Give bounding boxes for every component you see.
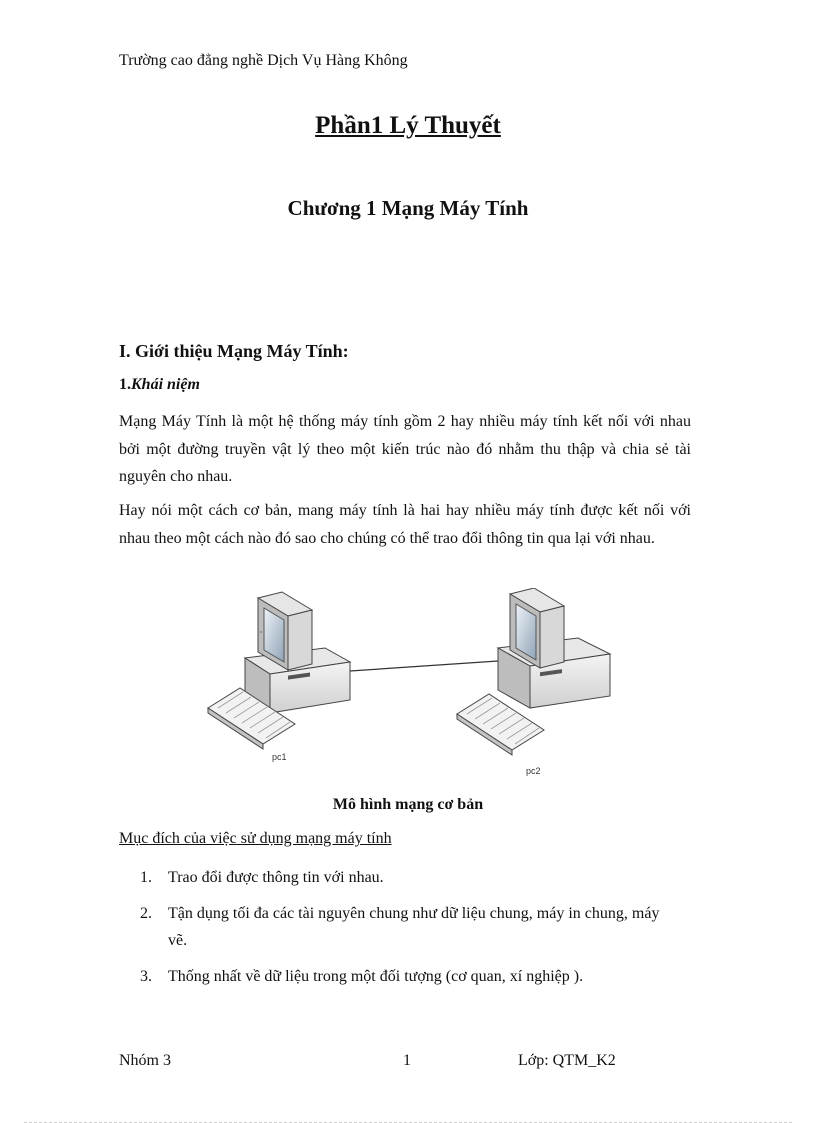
network-diagram [200,588,620,783]
subsection-heading [119,376,200,394]
paragraph-explanation: Hay nói một cách cơ bản, mang máy tính là hai hay nhiều máy tính được kết nối với nhau theo một cách nào đó sao cho chúng có thể trao đổi thông tin qua lại với nhau. [119,502,691,547]
list-item-number: 3. [140,968,152,985]
list-item-text: Tận dụng tối đa các tài nguyên chung như dữ liệu chung, máy in chung, máy vẽ. [168,905,660,949]
pc1-computer-icon [208,592,350,749]
list-item [140,963,680,990]
list-item-number: 2. [140,905,152,922]
pc2-label: pc2 [526,766,541,776]
subsection-number: 1. [119,376,131,393]
pc1-label: pc1 [272,752,287,762]
section-title: I. Giới thiệu Mạng Máy Tính: [119,341,349,361]
chapter-title: Chương 1 Mạng Máy Tính [287,196,529,220]
page-number: 1 [403,1052,411,1069]
paragraph-definition: Mạng Máy Tính là một hệ thống máy tính gồm 2 hay nhiều máy tính kết nối với nhau bởi một đường truyền vật lý theo một kiến trúc nào đó nhằm thu thập và chia sẻ tài nguyên cho nhau. [119,413,691,485]
list-item [140,900,680,954]
network-cable [350,661,498,671]
purpose-list [140,864,680,999]
part-title: Phần1 Lý Thuyết [315,112,501,139]
list-item-text: Trao đổi được thông tin với nhau. [168,869,384,886]
figure-caption: Mô hình mạng cơ bản [332,796,484,813]
list-item-number: 1. [140,869,152,886]
footer-class: Lớp: QTM_K2 [518,1052,616,1069]
document-header: Trường cao đẳng nghề Dịch Vụ Hàng Không [119,52,408,69]
footer-group: Nhóm 3 [119,1052,171,1069]
purpose-heading: Mục đích của việc sử dụng mạng máy tính [119,830,392,847]
list-item [140,864,680,891]
list-item-text: Thống nhất về dữ liệu trong một đối tượng (cơ quan, xí nghiệp ). [168,968,584,985]
subsection-label: Khái niệm [131,376,200,393]
pc2-computer-icon [457,588,610,755]
